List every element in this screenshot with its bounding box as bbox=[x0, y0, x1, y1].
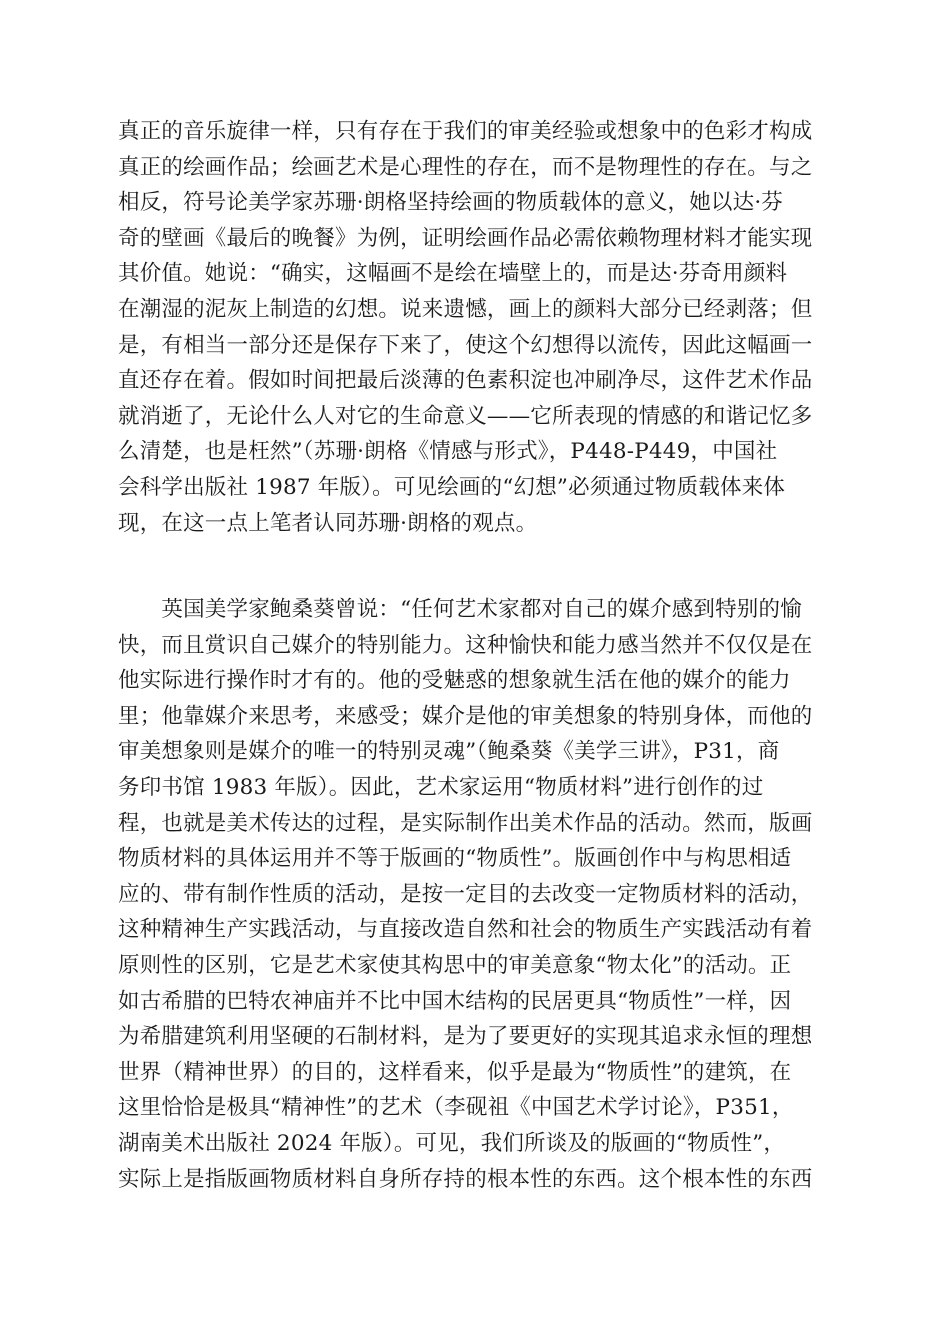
text-line: 快，而且赏识自己媒介的特别能力。这种愉快和能力感当然并不仅仅是在 bbox=[118, 632, 813, 658]
text-line: 这种精神生产实践活动，与直接改造自然和社会的物质生产实践活动有着 bbox=[118, 917, 813, 943]
text-line: 审美想象则是媒介的唯一的特别灵魂”（鲍桑葵《美学三讲》，P31，商 bbox=[118, 739, 780, 765]
paragraph-langer bbox=[118, 114, 812, 541]
text-line: 是，有相当一部分还是保存下来了，使这个幻想得以流传，因此这幅画一 bbox=[118, 332, 813, 358]
text-line: 在潮湿的泥灰上制造的幻想。说来遗憾，画上的颜料大部分已经剥落；但 bbox=[118, 296, 813, 322]
text-line: 这里恰恰是极具“精神性”的艺术（李砚祖《中国艺术学讨论》，P351， bbox=[118, 1095, 794, 1121]
text-line: 真正的绘画作品；绘画艺术是心理性的存在，而不是物理性的存在。与之 bbox=[118, 154, 813, 180]
text-line: 应的、带有制作性质的活动，是按一定目的去改变一定物质材料的活动， bbox=[118, 881, 813, 907]
text-line: 相反，符号论美学家苏珊·朗格坚持绘画的物质载体的意义，她以达·芬 bbox=[118, 190, 784, 216]
text-line: 么清楚，也是枉然”（苏珊·朗格《情感与形式》，P448-P449，中国社 bbox=[118, 439, 778, 465]
text-line: 奇的壁画《最后的晚餐》为例，证明绘画作品必需依赖物理材料才能实现 bbox=[118, 225, 813, 251]
text-line: 实际上是指版画物质材料自身所存持的根本性的东西。这个根本性的东西 bbox=[118, 1166, 813, 1192]
text-line: 现，在这一点上笔者认同苏珊·朗格的观点。 bbox=[118, 510, 538, 536]
text-line: 程，也就是美术传达的过程，是实际制作出美术作品的活动。然而，版画 bbox=[118, 810, 813, 836]
text-line: 会科学出版社 1987 年版）。可见绘画的“幻想”必须通过物质载体来体 bbox=[118, 474, 786, 500]
text-line: 其价值。她说：“确实，这幅画不是绘在墙壁上的，而是达·芬奇用颜料 bbox=[118, 261, 788, 287]
text-line: 直还存在着。假如时间把最后淡薄的色素积淀也冲刷净尽，这件艺术作品 bbox=[118, 368, 813, 394]
text-line: 世界（精神世界）的目的，这样看来，似乎是最为“物质性”的建筑，在 bbox=[118, 1059, 792, 1085]
text-line: 为希腊建筑利用坚硬的石制材料，是为了要更好的实现其追求永恒的理想 bbox=[118, 1024, 813, 1050]
text-line: 原则性的区别，它是艺术家使其构思中的审美意象“物太化”的活动。正 bbox=[118, 952, 792, 978]
text-line: 英国美学家鲍桑葵曾说：“任何艺术家都对自己的媒介感到特别的愉 bbox=[118, 597, 802, 622]
text-line: 就消逝了，无论什么人对它的生命意义——它所表现的情感的和谐记忆多 bbox=[118, 403, 813, 429]
text-line: 真正的音乐旋律一样，只有存在于我们的审美经验或想象中的色彩才构成 bbox=[118, 119, 813, 144]
text-line: 他实际进行操作时才有的。他的受魅惑的想象就生活在他的媒介的能力 bbox=[118, 668, 791, 694]
text-line: 务印书馆 1983 年版）。因此，艺术家运用“物质材料”进行创作的过 bbox=[118, 774, 764, 800]
text-line: 物质材料的具体运用并不等于版画的“物质性”。版画创作中与构思相适 bbox=[118, 846, 792, 872]
paragraph-bosanquet bbox=[118, 592, 812, 1197]
text-line: 湖南美术出版社 2024 年版）。可见，我们所谈及的版画的“物质性”， bbox=[118, 1130, 786, 1156]
text-line: 如古希腊的巴特农神庙并不比中国木结构的民居更具“物质性”一样，因 bbox=[118, 988, 792, 1014]
text-line: 里；他靠媒介来思考，来感受；媒介是他的审美想象的特别身体，而他的 bbox=[118, 703, 813, 729]
